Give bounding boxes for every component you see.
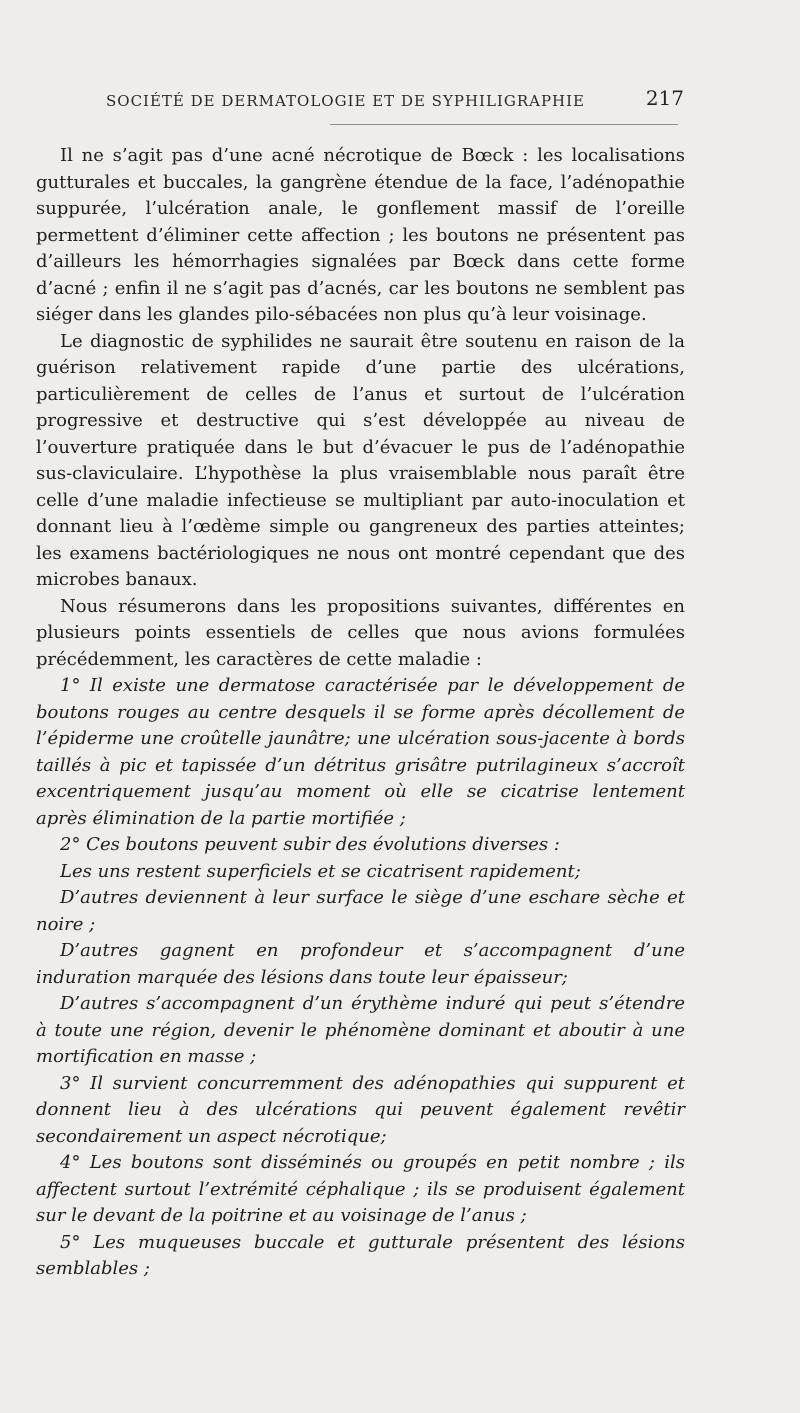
paragraph: Il ne s’agit pas d’une acné nécrotique de Bœck : les localisations gutturales et buccales, la gangrène étendue de la face, l’adénopathie suppurée, l’ulcération anale, le gonflement massif de l’oreille permettent d’éliminer cette affection ; les boutons ne présentent pas d’ailleurs les hémorrhagies signalées par Bœck dans cette forme d’acné ; enfin il ne s’agit pas d’acnés, car les boutons ne semblent pas siéger dans les glandes pilo-sébacées non plus qu’à leur voisinage. bbox=[36, 145, 685, 325]
page-header bbox=[92, 86, 684, 116]
proposition-2-case-d: D’autres s’accompagnent d’un érythème induré qui peut s’étendre à toute une région, devenir le phénomène dominant et aboutir à une mortification en masse ; bbox=[36, 993, 685, 1067]
proposition-2-case-c: D’autres gagnent en profondeur et s’accompagnent d’une induration marquée des lésions dans toute leur épaisseur; bbox=[36, 940, 685, 988]
proposition-1: 1° Il existe une dermatose caractérisée par le développement de boutons rouges au centre desquels il se forme après décollement de l’épiderme une croûtelle jaunâtre; une ulcération sous-jacente à bords taillés à pic et tapissée d’un détritus grisâtre putrilagineux s’accroît excentriquement jusqu’au moment où elle se cicatrise lentement après élimination de la partie mortifiée ; bbox=[36, 675, 685, 829]
running-head: SOCIÉTÉ DE DERMATOLOGIE ET DE SYPHILIGRAPHIE bbox=[106, 92, 586, 110]
body-text bbox=[36, 143, 685, 1283]
proposition-4: 4° Les boutons sont disséminés ou groupés en petit nombre ; ils affectent surtout l’extrémité céphalique ; ils se produisent également sur le devant de la poitrine et au voisinage de l’anus ; bbox=[36, 1152, 685, 1226]
proposition-3: 3° Il survient concurremment des adénopathies qui suppurent et donnent lieu à des ulcérations qui peuvent également revêtir secondairement un aspect nécrotique; bbox=[36, 1072, 685, 1147]
proposition-5: 5° Les muqueuses buccale et gutturale présentent des lésions semblables ; bbox=[36, 1231, 685, 1279]
paragraph: Nous résumerons dans les propositions suivantes, différentes en plusieurs points essentiels de celles que nous avions formulées précédemment, les caractères de cette maladie : bbox=[36, 595, 685, 670]
page-number: 217 bbox=[645, 86, 684, 110]
paragraph: Le diagnostic de syphilides ne saurait être soutenu en raison de la guérison relativement rapide d’une partie des ulcérations, particulièrement de celles de l’anus et surtout de l’ulcération progressive et destructive qui s’est développée au niveau de l’ouverture pratiquée dans le but d’évacuer le pus de l’adénopathie sus-claviculaire. L’hypothèse la plus vraisemblable nous paraît être celle d’une maladie infectieuse se multipliant par auto-inoculation et donnant lieu à l’œdème simple ou gangreneux des parties atteintes; les examens bactériologiques ne nous ont montré cependant que des microbes banaux. bbox=[36, 330, 685, 590]
proposition-2-case-b: D’autres deviennent à leur surface le siège d’une eschare sèche et noire ; bbox=[36, 887, 685, 935]
proposition-2-case-a: Les uns restent superficiels et se cicatrisent rapidement; bbox=[60, 860, 581, 882]
proposition-2: 2° Ces boutons peuvent subir des évolutions diverses : bbox=[60, 834, 560, 855]
header-rule bbox=[330, 124, 678, 125]
